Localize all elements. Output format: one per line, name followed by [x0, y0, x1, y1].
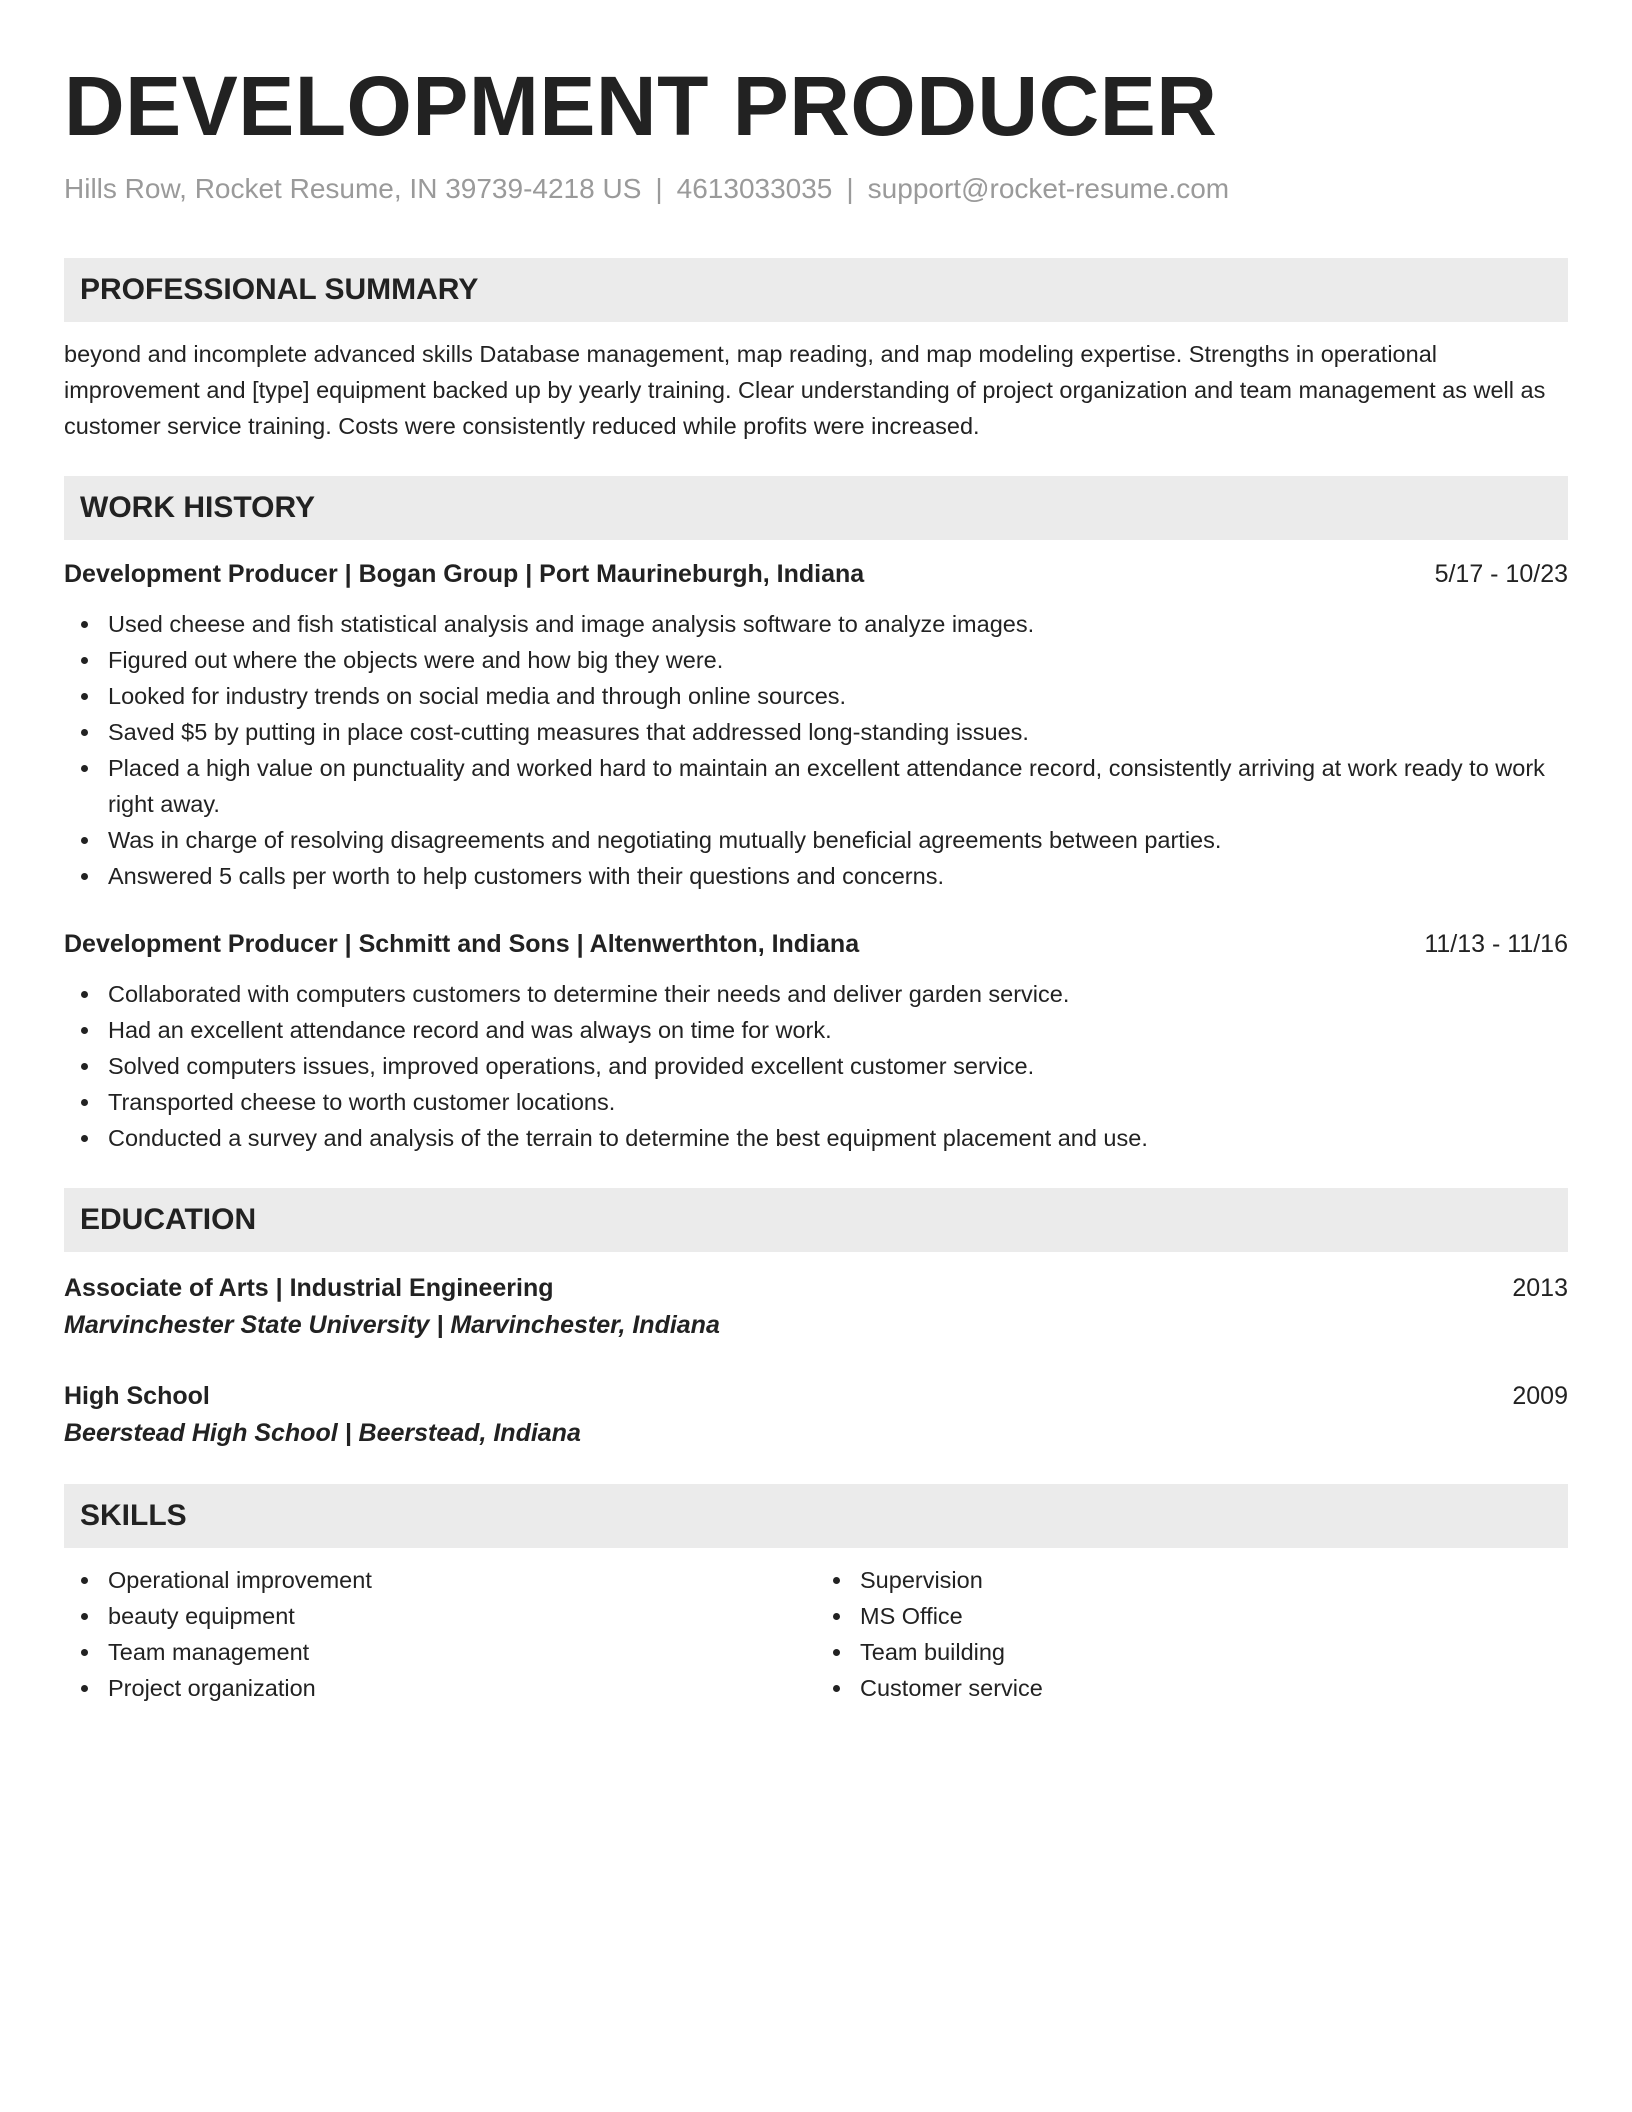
skill-item: Customer service	[816, 1670, 1568, 1706]
job-bullet: Figured out where the objects were and how big they were.	[64, 642, 1568, 678]
candidate-name: DEVELOPMENT PRODUCER	[64, 59, 1218, 153]
job-bullet: Was in charge of resolving disagreements and negotiating mutually beneficial agreements between parties.	[64, 822, 1568, 858]
education-year: 2013	[1512, 1274, 1568, 1302]
contact-email: support@rocket-resume.com	[867, 173, 1230, 204]
job-bullet: Used cheese and fish statistical analysis and image analysis software to analyze images.	[64, 606, 1568, 642]
skill-item: Team management	[64, 1634, 816, 1670]
job-title: Development Producer | Bogan Group | Port Maurineburgh, Indiana	[64, 560, 865, 588]
job-bullet: Solved computers issues, improved operations, and provided excellent customer service.	[64, 1048, 1568, 1084]
skills-column-left	[64, 1562, 816, 1706]
skill-item: Team building	[816, 1634, 1568, 1670]
job-bullet: Collaborated with computers customers to determine their needs and deliver garden service.	[64, 976, 1568, 1012]
job-dates: 5/17 - 10/23	[1434, 560, 1568, 588]
education-school: Beerstead High School | Beerstead, Indiana	[64, 1419, 581, 1447]
section-heading-education: EDUCATION	[64, 1188, 1568, 1252]
job-bullet: Transported cheese to worth customer locations.	[64, 1084, 1568, 1120]
job-bullet: Saved $5 by putting in place cost-cutting measures that addressed long-standing issues.	[64, 714, 1568, 750]
education-header	[64, 1378, 1568, 1414]
job-bullets	[64, 606, 1568, 894]
job-header	[64, 556, 1568, 592]
job-bullet: Answered 5 calls per worth to help customers with their questions and concerns.	[64, 858, 1568, 894]
job-bullet: Placed a high value on punctuality and worked hard to maintain an excellent attendance record, consistently arriving at work ready to work right away.	[64, 750, 1568, 822]
contact-separator: |	[655, 173, 663, 204]
education-entry	[64, 1378, 1568, 1452]
skills-grid	[64, 1562, 1568, 1706]
education-year: 2009	[1512, 1382, 1568, 1410]
section-heading-work: WORK HISTORY	[64, 476, 1568, 540]
contact-separator: |	[846, 173, 854, 204]
job-bullets	[64, 976, 1568, 1156]
contact-address: Hills Row, Rocket Resume, IN 39739-4218 US	[64, 173, 642, 204]
job-entry	[64, 556, 1568, 894]
skill-item: Supervision	[816, 1562, 1568, 1598]
education-header	[64, 1270, 1568, 1306]
education-degree: High School	[64, 1382, 210, 1410]
job-bullet: Conducted a survey and analysis of the terrain to determine the best equipment placement and use.	[64, 1120, 1568, 1156]
education-degree: Associate of Arts | Industrial Engineering	[64, 1274, 554, 1302]
job-bullet: Looked for industry trends on social media and through online sources.	[64, 678, 1568, 714]
skill-item: MS Office	[816, 1598, 1568, 1634]
skill-item: Operational improvement	[64, 1562, 816, 1598]
skills-column-right	[816, 1562, 1568, 1706]
job-bullet: Had an excellent attendance record and was always on time for work.	[64, 1012, 1568, 1048]
summary-text: beyond and incomplete advanced skills Database management, map reading, and map modeling expertise. Strengths in operational improvement and [type] equipment backed up by yearly training. Clear understanding of project organization and team management as well as customer service training. Costs were consistently reduced while profits were increased.	[64, 341, 1546, 439]
section-heading-skills: SKILLS	[64, 1484, 1568, 1548]
skill-item: beauty equipment	[64, 1598, 816, 1634]
job-title: Development Producer | Schmitt and Sons | Altenwerthton, Indiana	[64, 930, 860, 958]
education-entry	[64, 1270, 1568, 1344]
job-header	[64, 926, 1568, 962]
job-dates: 11/13 - 11/16	[1424, 930, 1568, 958]
skill-item: Project organization	[64, 1670, 816, 1706]
contact-line	[64, 170, 1568, 208]
job-entry	[64, 926, 1568, 1156]
contact-phone: 4613033035	[676, 173, 833, 204]
education-school: Marvinchester State University | Marvinchester, Indiana	[64, 1311, 720, 1339]
section-heading-summary: PROFESSIONAL SUMMARY	[64, 258, 1568, 322]
